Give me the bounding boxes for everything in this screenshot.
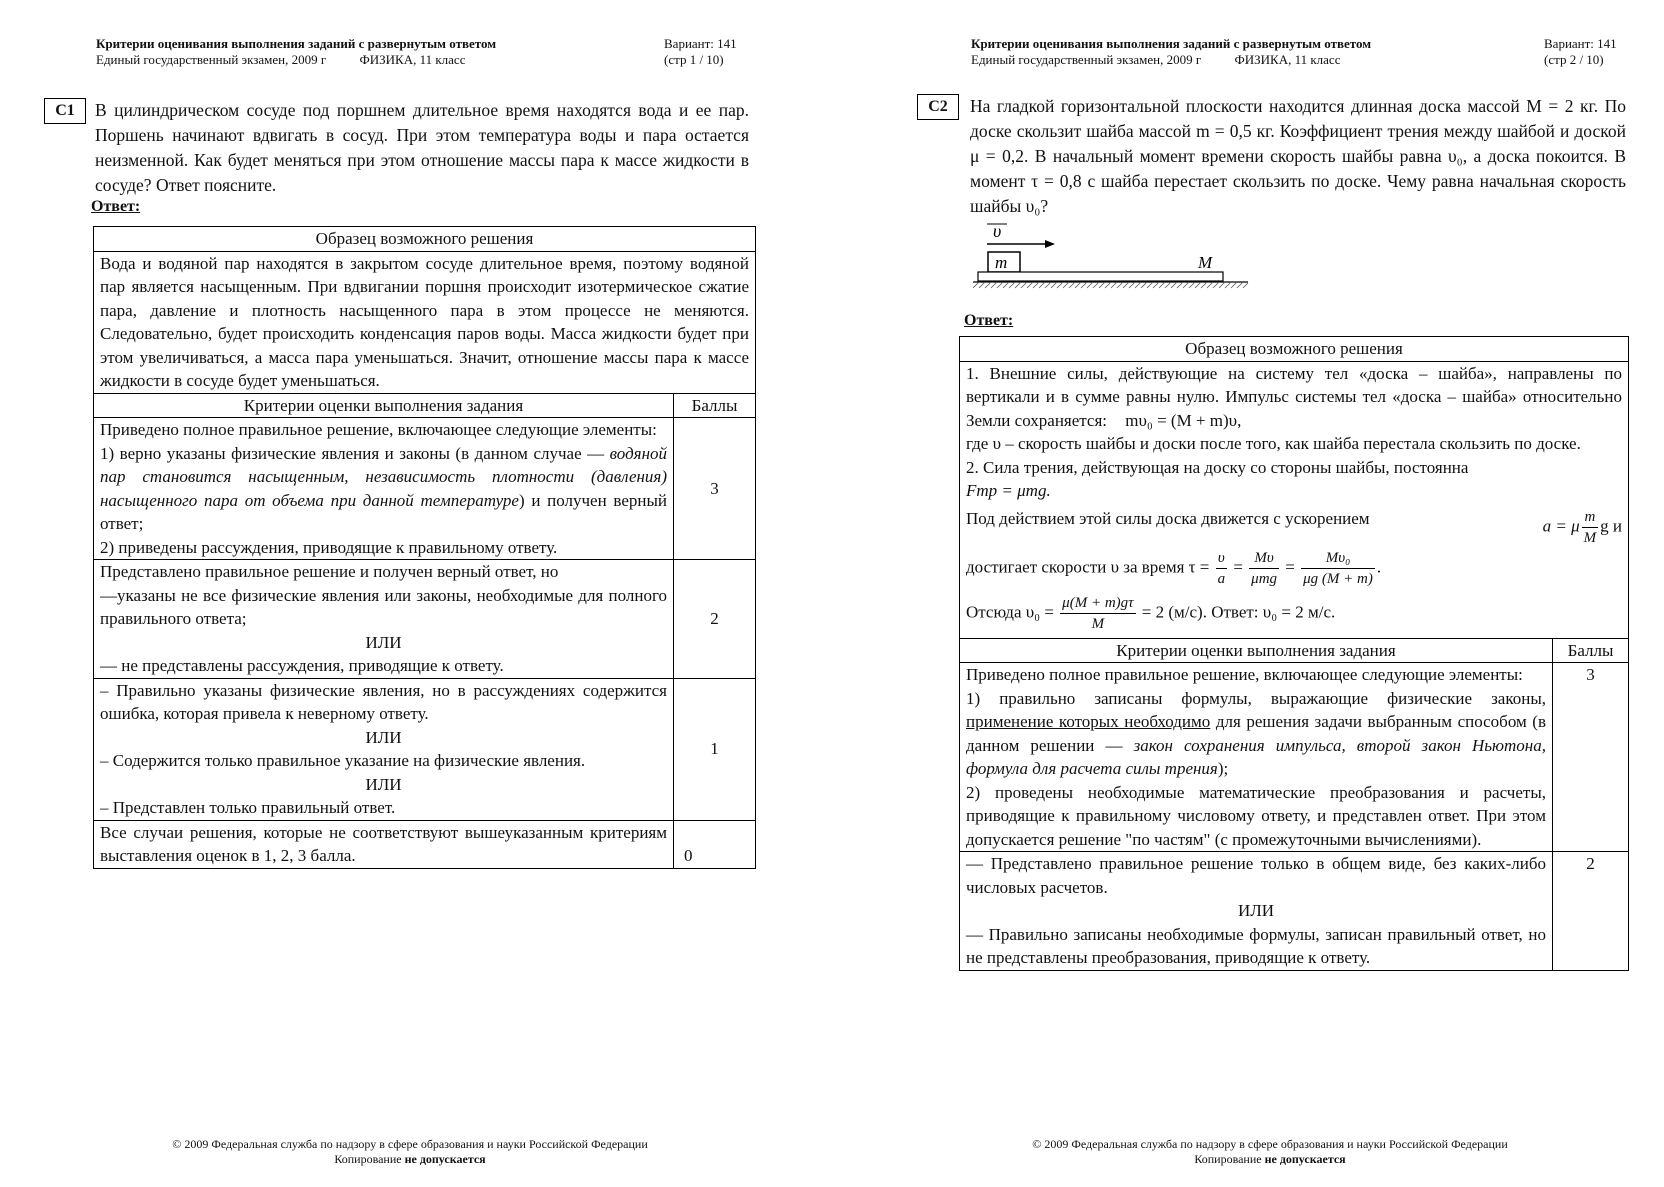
header-page-number: (стр 1 / 10) bbox=[664, 52, 724, 67]
right-page-variant bbox=[1544, 36, 1654, 68]
points-header: Баллы bbox=[674, 393, 756, 418]
or-label: ИЛИ bbox=[365, 727, 402, 747]
left-page-variant bbox=[664, 36, 774, 68]
criteria-row-0: Все случаи решения, которые не соответствуют вышеуказанным критериям выставления оценок в 1, 2, 3 балла. 0 bbox=[94, 820, 756, 868]
criteria-item-2: 2) проведены необходимые математические преобразования и расчеты, приводящие к правильному числовому ответу, и представлен ответ. При этом допускается решение "по частям" (с промежуточными вычислениями). bbox=[966, 782, 1546, 849]
criteria-row-3 bbox=[960, 663, 1629, 852]
header-subject: ФИЗИКА, 11 класс bbox=[1234, 52, 1341, 67]
criteria-item-1: 1) верно указаны физические явления и законы (в данном случае — водяной пар становится насыщенным, независимость плотности (давления) насыщенного пара от объема при данной температуре) и получен верный ответ; bbox=[100, 443, 668, 533]
criteria-row-1: – Правильно указаны физические явления, но в рассуждениях содержится ошибка, которая привела к неверному ответу. ИЛИ – Содержится только правильное указание на физические явления. ИЛИ – Представлен только правильный ответ. 1 bbox=[94, 678, 756, 820]
right-page-footer: © 2009 Федеральная служба по надзору в сфере образования и науки Российской Федерации Копирование не допускается bbox=[1032, 1137, 1508, 1166]
or-label: ИЛИ bbox=[365, 632, 402, 652]
header-exam: Единый государственный экзамен, 2009 г bbox=[971, 52, 1202, 67]
formula-acceleration: a = μ bbox=[1542, 515, 1580, 535]
puck-label: m bbox=[995, 253, 1008, 272]
question-text-c1: В цилиндрическом сосуде под поршнем длительное время находятся вода и ее пар. Поршень начинают вдвигать в сосуд. При этом температура воды и пара остается неизменной. Как будет меняться при этом отношение массы пара к массе жидкости в сосуде? Ответ поясните. bbox=[95, 100, 749, 195]
points-header: Баллы bbox=[1553, 638, 1629, 663]
points-value: 2 bbox=[674, 560, 756, 679]
header-variant: Вариант: 141 bbox=[1544, 36, 1617, 51]
answer-label: Ответ: bbox=[91, 198, 141, 215]
question-text-c2: На гладкой горизонтальной плоскости находится длинная доска массой M = 2 кг. По доске скользит шайба массой m = 0,5 кг. Коэффициент трения между шайбой и доской μ = 0,2. В начальный момент времени скорость шайбы равна υ₀, а доска покоится. В момент τ = 0,8 с шайба перестает скользить по доске. Чему равна начальная скорость шайбы υ₀? bbox=[970, 96, 1626, 216]
criteria-row-3 bbox=[94, 418, 756, 560]
solution-text: 1. Внешние силы, действующие на систему тел «доска – шайба», направлены по вертикали и в сумме равны нулю. Импульс системы тел «доска – шайба» относительно Земли сохраняется: mυ₀ = (M + m)υ, где υ – скорость шайбы и доски после того, как шайба перестала скользить по доске. 2. Сила трения, действующая на доску со стороны шайбы, постоянна Fтр = μmg. Под действием этой силы доска движется с ускорением a = μ $\frac{m}{M}$ g и достигает скорости υ за время τ = $\frac{\upsilon}{a}$ = $\frac{M\upsilon}{\text{μmg}}$ = $\frac{\text{Mυ₀}}{\mu g (M + m)}$ . Отсюда υ₀ = $\frac{\mu(M + m)g\tau}{M}$ = 2 (м/с). Ответ: υ₀ = 2 м/с. bbox=[960, 361, 1629, 638]
left-page-header bbox=[96, 36, 616, 68]
answer-label: Ответ: bbox=[964, 312, 1014, 329]
criteria-row-2: — Представлено правильное решение только в общем виде, без каких-либо числовых расчетов. ИЛИ — Правильно записаны необходимые формулы, записан правильный ответ, но не представлены преобразования, приводящие к ответу. 2 bbox=[960, 852, 1629, 971]
criteria-intro: Приведено полное правильное решение, включающее следующие элементы: bbox=[966, 665, 1523, 684]
formula-friction: Fтр = μmg. bbox=[966, 481, 1051, 500]
header-title: Критерии оценивания выполнения заданий с развернутым ответом bbox=[96, 36, 497, 51]
solution-table-c1 bbox=[93, 226, 756, 869]
criteria-intro: Приведено полное правильное решение, включающее следующие элементы: bbox=[100, 420, 657, 439]
criteria-header: Критерии оценки выполнения задания bbox=[94, 393, 674, 418]
points-value: 0 bbox=[674, 820, 756, 868]
board bbox=[978, 272, 1223, 281]
points-value: 1 bbox=[674, 678, 756, 820]
solution-table-c2 bbox=[959, 336, 1629, 971]
criteria-item-1: 1) правильно записаны формулы, выражающие физические законы, применение которых необходимо для решения задачи выбранным способом (в данном решении — закон сохранения импульса, второй закон Ньютона, формула для расчета силы трения); bbox=[966, 688, 1546, 778]
formula-momentum: mυ₀ = (M + m)υ, bbox=[1125, 410, 1242, 430]
question-label-c2: C2 bbox=[917, 94, 959, 120]
or-label: ИЛИ bbox=[365, 774, 402, 794]
ground-hatching bbox=[973, 282, 1248, 288]
solution-header: Образец возможного решения bbox=[960, 337, 1629, 362]
left-page-footer: © 2009 Федеральная служба по надзору в сфере образования и науки Российской Федерации Копирование не допускается bbox=[172, 1137, 648, 1166]
header-exam: Единый государственный экзамен, 2009 г bbox=[96, 52, 327, 67]
final-answer: = 2 (м/с). Ответ: υ₀ = 2 м/с. bbox=[1141, 601, 1336, 621]
solution-text: Вода и водяной пар находятся в закрытом сосуде длительное время, поэтому водяной пар является насыщенным. При вдвигании поршня происходит изотермическое сжатие пара, давление и плотность насыщенного пара в этом процессе не меняются. Следовательно, будет происходить конденсация паров воды. Масса жидкости будет при этом увеличиваться, а масса пара уменьшаться. Значит, отношение массы пара к массе жидкости в сосуде будет уменьшаться. bbox=[94, 251, 756, 393]
board-label: M bbox=[1198, 253, 1213, 272]
board-puck-figure bbox=[973, 222, 1263, 302]
header-title: Критерии оценивания выполнения заданий с развернутым ответом bbox=[971, 36, 1372, 51]
right-page-header bbox=[971, 36, 1491, 68]
points-value: 2 bbox=[1553, 852, 1629, 971]
question-label-c1: C1 bbox=[44, 98, 86, 124]
points-value: 3 bbox=[674, 418, 756, 560]
velocity-arrow-head bbox=[1045, 240, 1055, 248]
header-subject: ФИЗИКА, 11 класс bbox=[359, 52, 466, 67]
points-value: 3 bbox=[1553, 663, 1629, 852]
solution-header: Образец возможного решения bbox=[94, 227, 756, 252]
header-variant: Вариант: 141 bbox=[664, 36, 737, 51]
velocity-label: υ bbox=[993, 222, 1002, 241]
criteria-item-2: 2) приведены рассуждения, приводящие к правильному ответу. bbox=[100, 537, 558, 557]
header-page-number: (стр 2 / 10) bbox=[1544, 52, 1604, 67]
or-label: ИЛИ bbox=[1237, 901, 1275, 920]
criteria-header: Критерии оценки выполнения задания bbox=[960, 638, 1553, 663]
criteria-row-2: Представлено правильное решение и получен верный ответ, но —указаны не все физические явления или законы, необходимые для полного правильного ответа; ИЛИ — не представлены рассуждения, приводящие к ответу. 2 bbox=[94, 560, 756, 679]
